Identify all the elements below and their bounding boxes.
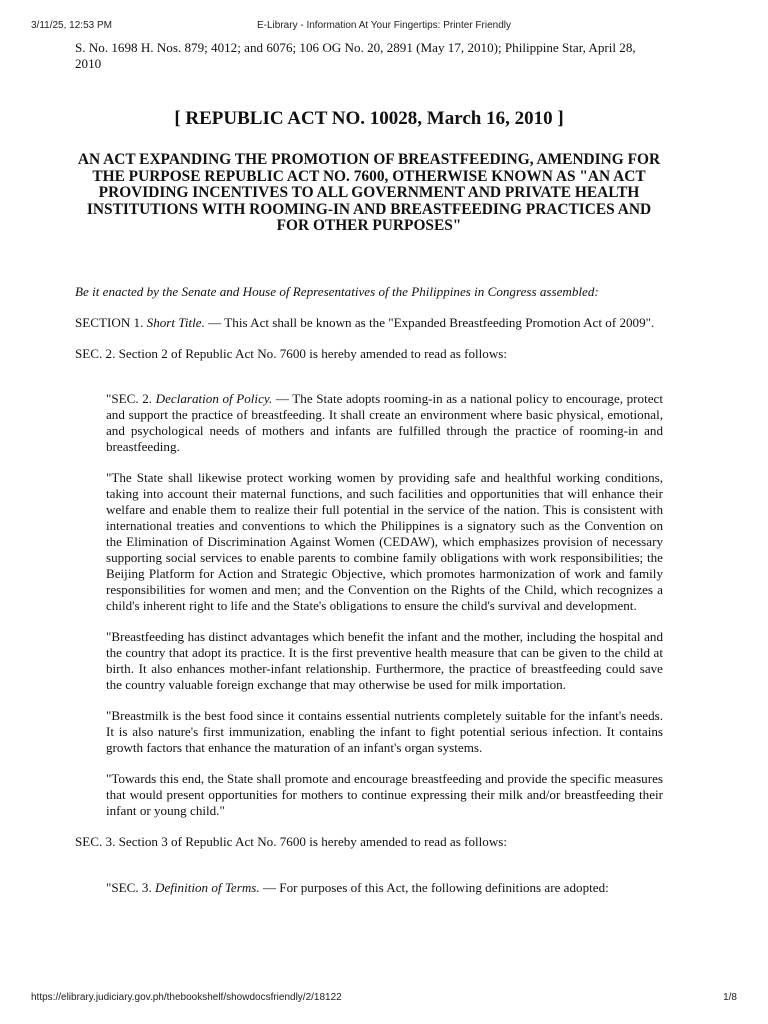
document-body: [75, 40, 663, 896]
print-page-title: E-Library - Information At Your Fingertips: Printer Friendly: [257, 20, 511, 31]
quote-paragraph: [106, 391, 663, 455]
quote-paragraph: "Towards this end, the State shall promote and encourage breastfeeding and provide the specific measures that would present opportunities for mothers to continue expressing their milk and/or breastfeeding their infant or young child.": [106, 770, 663, 818]
section-2-quote: [106, 391, 663, 819]
quote-heading: Declaration of Policy.: [155, 390, 273, 406]
section-3-quote: [106, 880, 663, 896]
quote-prefix: "SEC. 2.: [106, 390, 156, 406]
quote-paragraph: "Breastmilk is the best food since it contains essential nutrients completely suitable for the infant's needs. It is also nature's first immunization, enabling the infant to fight potential serious infection. It contains growth factors that enhance the maturation of an infant's organ systems.: [106, 707, 663, 755]
quote-text: — For purposes of this Act, the following definitions are adopted:: [259, 879, 609, 895]
page-indicator: 1/8: [723, 992, 737, 1003]
quote-paragraph: "The State shall likewise protect working women by providing safe and healthful working conditions, taking into account their maternal functions, and such facilities and opportunities that will enhance their welfare and enable them to realize their full potential in the service of the nation. This is consistent with international treaties and conventions to which the Philippines is a signatory such as the Convention on the Elimination of Discrimination Against Women (CEDAW), which emphasizes provision of necessary supporting social services to enable parents to combine family obligations with work responsibilities; the Beijing Platform for Action and Strategic Objective, which promotes harmonization of work and family responsibilities for women and men; and the Convention on the Rights of the Child, which recognizes a child's inherent right to life and the State's obligations to ensure the child's survival and development.: [106, 469, 663, 613]
quote-text: — The State adopts rooming-in as a national policy to encourage, protect and support the practice of breastfeeding. It shall create an environment where basic physical, emotional, and psychological needs of mothers and infants are fulfilled through the practice of rooming-in and breastfeeding.: [106, 390, 663, 454]
section-3-intro: SEC. 3. Section 3 of Republic Act No. 7600 is hereby amended to read as follows:: [75, 833, 508, 849]
section-1: [75, 315, 663, 331]
print-url: https://elibrary.judiciary.gov.ph/thebookshelf/showdocsfriendly/2/18122: [31, 992, 342, 1003]
section-2-intro: SEC. 2. Section 2 of Republic Act No. 7600 is hereby amended to read as follows:: [75, 345, 508, 361]
section-1-prefix: SECTION 1.: [75, 314, 147, 330]
document-title: [ REPUBLIC ACT NO. 10028, March 16, 2010 ]: [174, 108, 564, 129]
quote-prefix: "SEC. 3.: [106, 879, 155, 895]
section-1-heading: Short Title.: [146, 314, 205, 330]
print-header: [0, 20, 768, 34]
citation-reference: S. No. 1698 H. Nos. 879; 4012; and 6076; 106 OG No. 20, 2891 (May 17, 2010); Philippine Star, April 28, 2010: [75, 40, 636, 71]
section-1-text: — This Act shall be known as the "Expanded Breastfeeding Promotion Act of 2009".: [204, 314, 655, 330]
enacting-clause: Be it enacted by the Senate and House of Representatives of the Philippines in Congress assembled:: [75, 283, 599, 299]
print-datetime: 3/11/25, 12:53 PM: [31, 20, 112, 31]
quote-paragraph: "Breastfeeding has distinct advantages which benefit the infant and the mother, including the hospital and the country that adopt its practice. It is the first preventive health measure that can be given to the child at birth. It also enhances mother-infant relationship. Furthermore, the practice of breastfeeding could save the country valuable foreign exchange that may otherwise be used for milk importation.: [106, 628, 663, 692]
print-footer: [0, 992, 768, 1006]
document-subtitle: AN ACT EXPANDING THE PROMOTION OF BREASTFEEDING, AMENDING FOR THE PURPOSE REPUBLIC ACT NO. 7600, OTHERWISE KNOWN AS "AN ACT PROVIDING INCENTIVES TO ALL GOVERNMENT AND PRIVATE HEALTH INSTITUTIONS WITH ROOMING-IN AND BREASTFEEDING PRACTICES AND FOR OTHER PURPOSES": [77, 151, 661, 234]
quote-heading: Definition of Terms.: [155, 879, 260, 895]
